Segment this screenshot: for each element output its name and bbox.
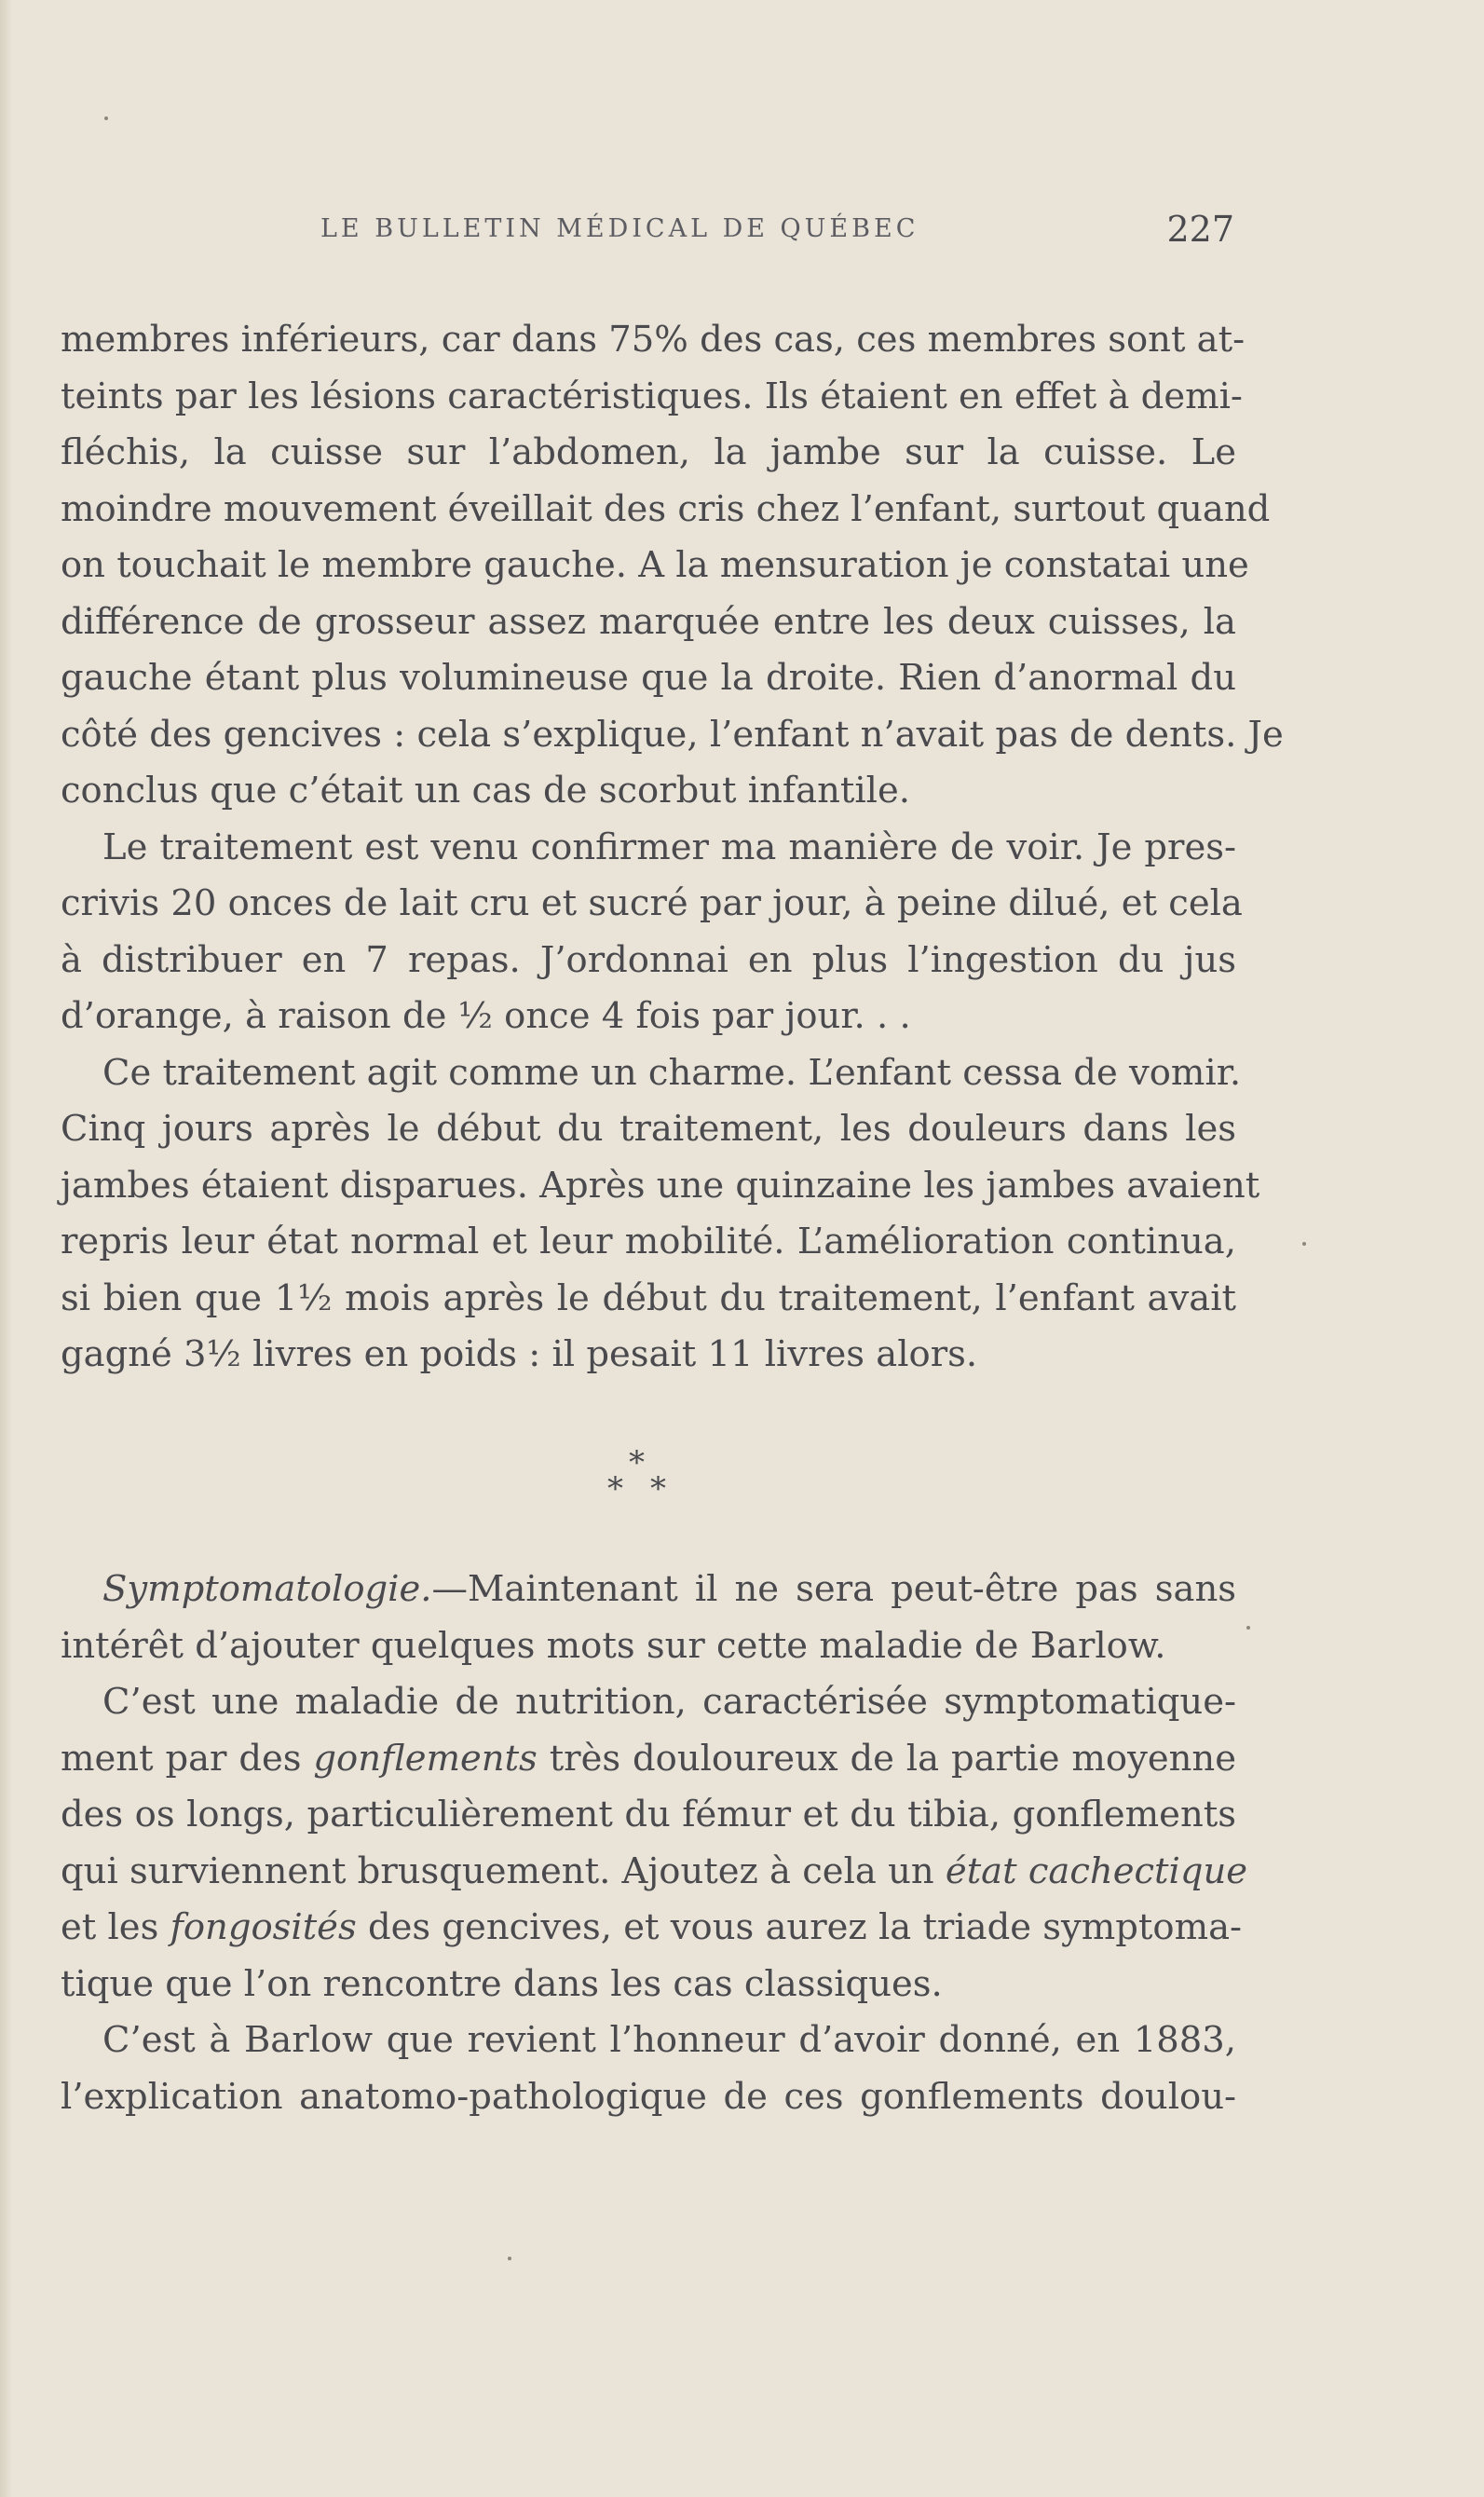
text-line: conclus que c’était un cas de scorbut infantile. (61, 770, 910, 812)
section-heading-line (61, 1562, 1236, 1618)
text-line: gagné 3½ livres en poids : il pesait 11 livres alors. (61, 1333, 978, 1375)
text-line: si bien que 1½ mois après le début du traitement, l’enfant avait (61, 1276, 1236, 1319)
text-fragment: qui surviennent brusquement. Ajoutez à cela un (61, 1849, 946, 1892)
text-fragment: très douloureux de la partie moyenne (537, 1737, 1236, 1780)
text-line: différence de grosseur assez marquée entre les deux cuisses, la (61, 600, 1236, 643)
text-line: des os longs, particulièrement du fémur et du tibia, gonflements (61, 1794, 1236, 1835)
asterisk-glyph: * (607, 1470, 623, 1508)
text-line (61, 1900, 1243, 1957)
text-line: à distribuer en 7 repas. J’ordonnai en plus l’ingestion du jus (61, 938, 1236, 981)
text-line (61, 1731, 1236, 1788)
text-line: Le traitement est venu confirmer ma manière de voir. Je pres- (102, 826, 1236, 868)
text-line: côté des gencives : cela s’explique, l’enfant n’avait pas de dents. Je (61, 713, 1284, 756)
text-line: teints par les lésions caractéristiques. Ils étaient en effet à demi- (61, 375, 1243, 417)
paper-speck (1302, 1242, 1306, 1246)
paper-speck (508, 2257, 511, 2260)
text-line: jambes étaient disparues. Après une quinzaine les jambes avaient (61, 1164, 1260, 1207)
text-line: crivis 20 onces de lait cru et sucré par jour, à peine dilué, et cela (61, 882, 1243, 924)
text-fragment: ment par des (61, 1737, 314, 1780)
text-line: membres inférieurs, car dans 75% des cas, ces membres sont at- (61, 319, 1246, 361)
running-title: LE BULLETIN MÉDICAL DE QUÉBEC (320, 214, 919, 243)
text-line: fléchis, la cuisse sur l’abdomen, la jambe sur la cuisse. Le (61, 431, 1236, 473)
symptomatology-section (61, 1562, 1248, 2125)
text-line: tique que l’on rencontre dans les cas classiques. (61, 1962, 943, 2005)
text-line: C’est à Barlow que revient l’honneur d’avoir donné, en 1883, (102, 2019, 1236, 2061)
text-line: moindre mouvement éveillait des cris chez l’enfant, surtout quand (61, 487, 1271, 530)
text-line: intérêt d’ajouter quelques mots sur cette maladie de Barlow. (61, 1624, 1166, 1667)
text-fragment: et les (61, 1906, 170, 1948)
text-line: Cinq jours après le début du traitement, les douleurs dans les (61, 1108, 1236, 1150)
paper-speck (1246, 1626, 1250, 1630)
text-line: repris leur état normal et leur mobilité. L’amélioration continua, (61, 1221, 1236, 1262)
asterism-divider (587, 1444, 708, 1509)
section-heading: Symptomatologie. (102, 1568, 432, 1610)
asterisk-glyph: * (650, 1470, 666, 1508)
page-number: 227 (1166, 209, 1234, 250)
emphasis-text: gonflements (313, 1737, 538, 1780)
emphasis-text: fongosités (170, 1906, 357, 1948)
running-header (317, 207, 1234, 253)
text-fragment: —Maintenant il ne sera peut-être pas sans (431, 1568, 1236, 1610)
main-text (61, 312, 1284, 1384)
paper-speck (104, 116, 108, 120)
text-fragment: des gencives, et vous aurez la triade symptoma- (356, 1906, 1243, 1948)
text-line: Ce traitement agit comme un charme. L’enfant cessa de vomir. (102, 1051, 1242, 1094)
text-line: l’explication anatomo-pathologique de ces gonflements doulou- (61, 2075, 1236, 2118)
asterisk-glyph: * (629, 1444, 645, 1481)
emphasis-text: état cachectique (945, 1849, 1248, 1892)
binding-edge (0, 0, 13, 2497)
text-line (61, 1844, 1248, 1901)
text-line: d’orange, à raison de ½ once 4 fois par jour. . . (61, 995, 911, 1037)
text-line: gauche étant plus volumineuse que la droite. Rien d’anormal du (61, 657, 1236, 699)
text-line: on touchait le membre gauche. A la mensuration je constatai une (61, 544, 1249, 586)
text-line: C’est une maladie de nutrition, caractérisée symptomatique- (102, 1681, 1236, 1723)
